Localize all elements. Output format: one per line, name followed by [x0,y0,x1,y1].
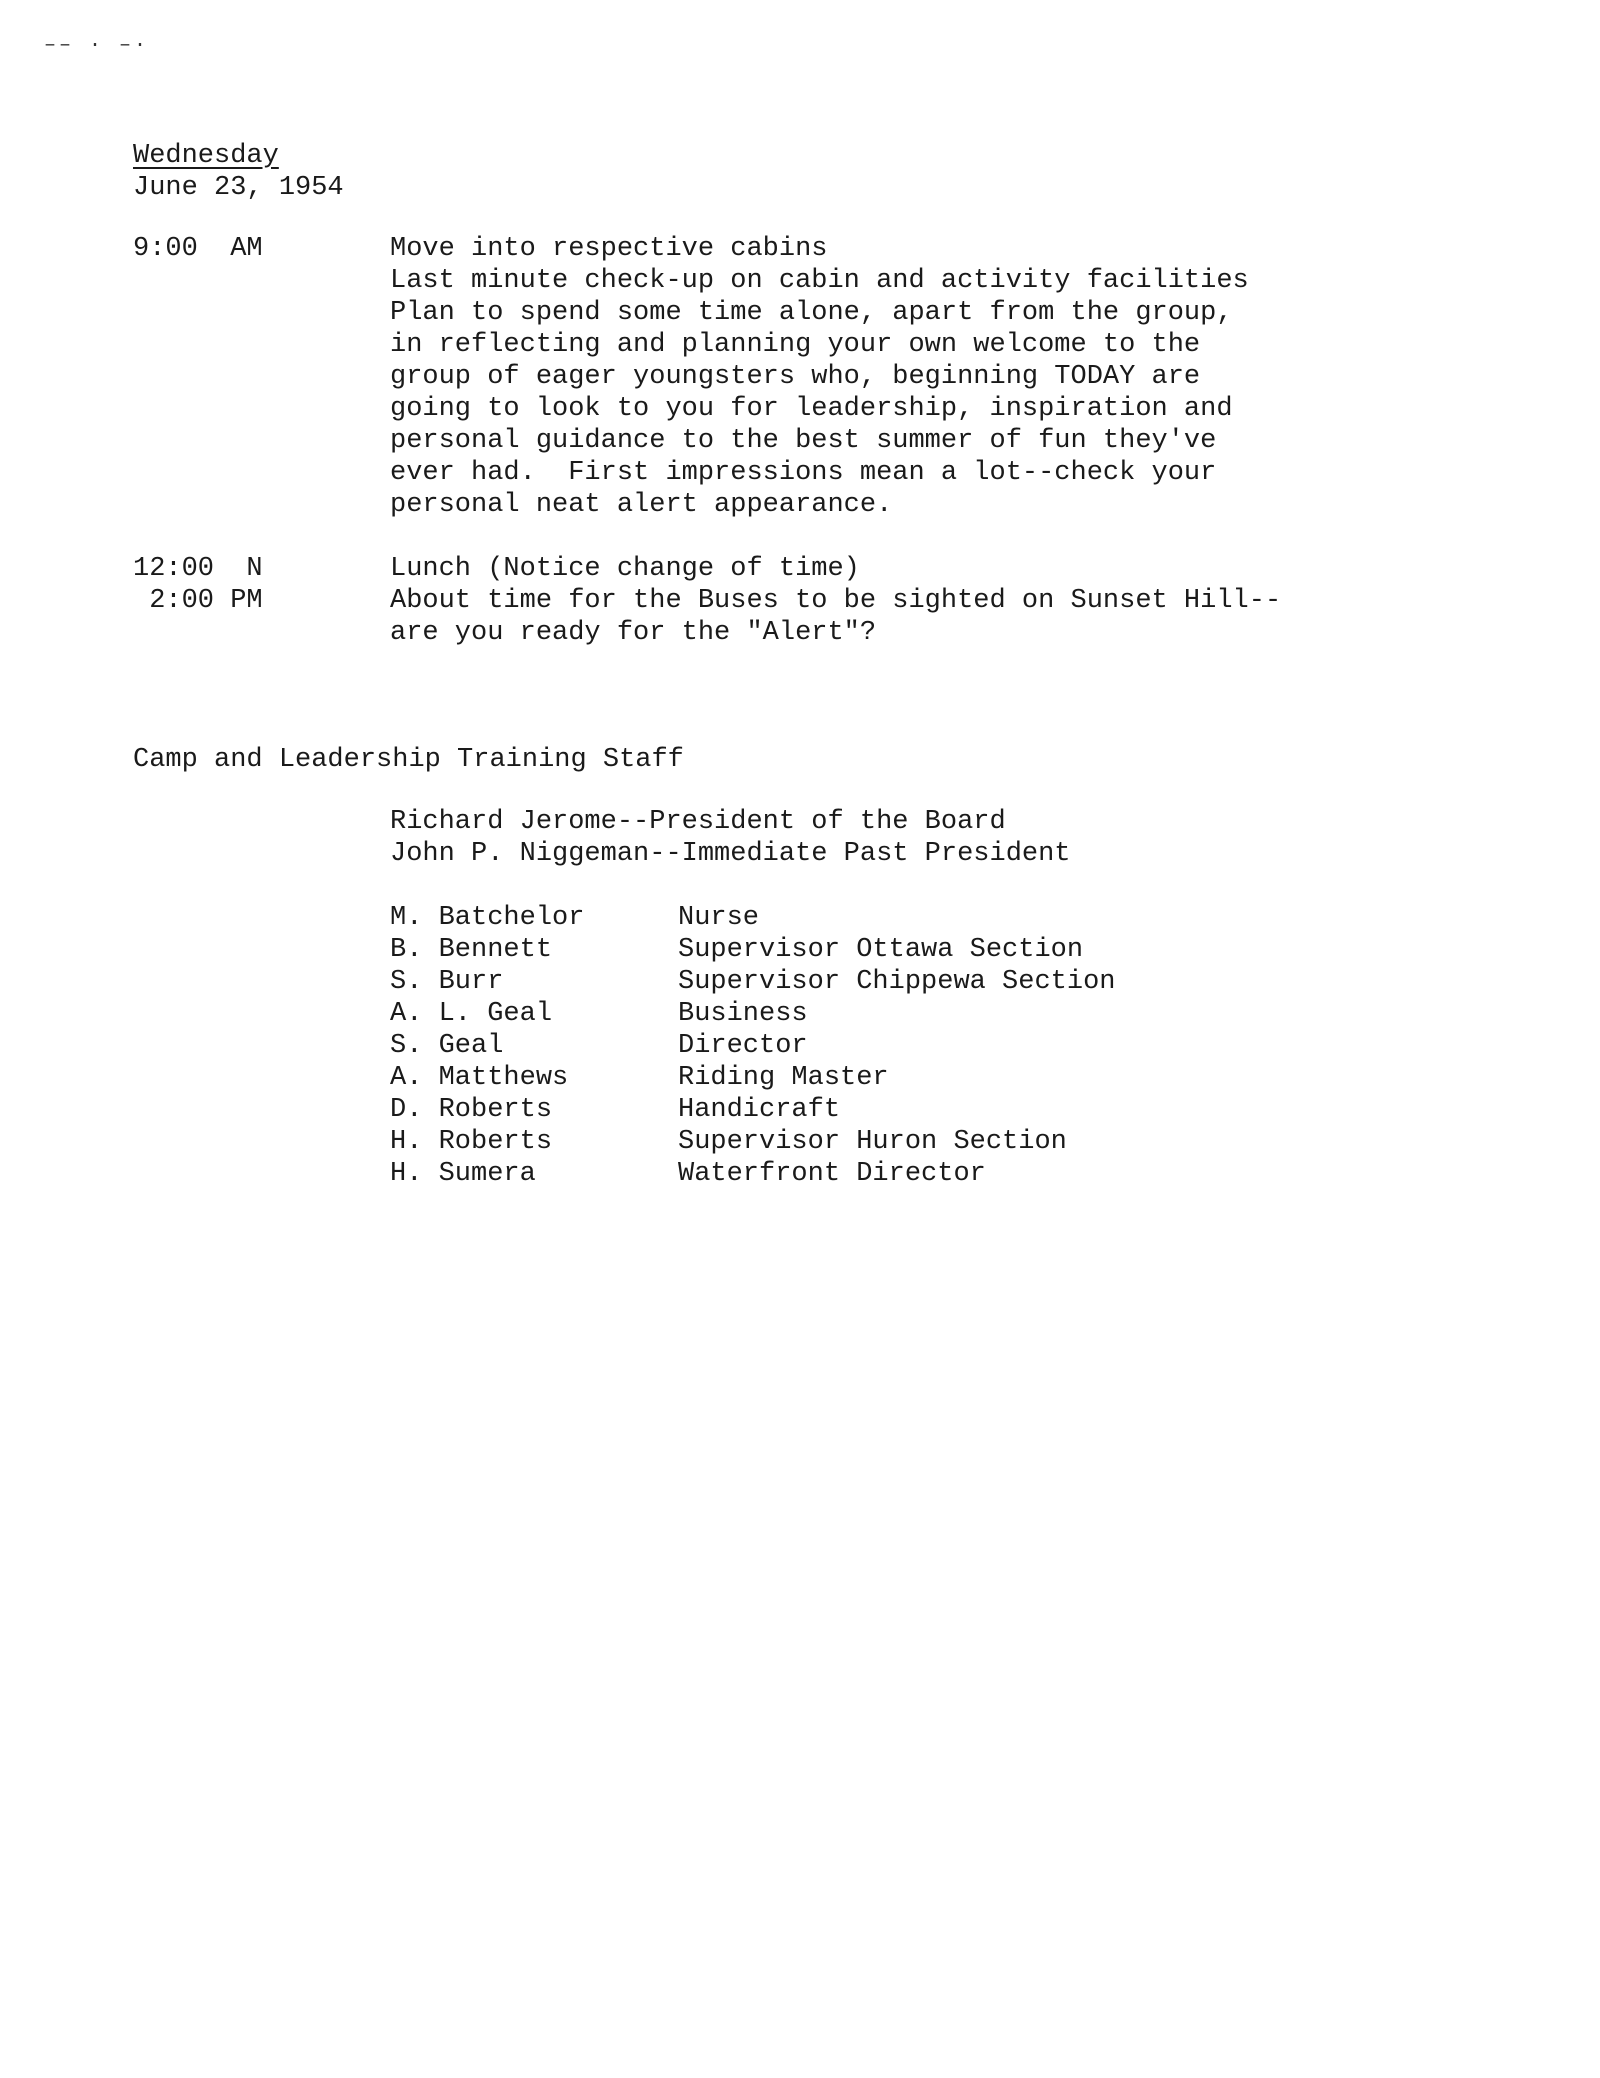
entry-time: 2:00 PM [133,586,263,616]
staff-row [390,998,1115,1030]
staff-row [390,1126,1115,1158]
staff-name: B. Bennett [390,935,553,965]
staff-role: Director [678,1031,808,1061]
staff-role: Business [678,999,808,1029]
schedule-entry [133,585,1293,649]
entry-line: Lunch (Notice change of time) [390,554,860,584]
margin-mark: –– · –· [44,34,150,57]
staff-role: Supervisor Ottawa Section [678,935,1084,965]
entry-line: About time for the Buses to be sighted on Sunset Hill-- [390,586,1282,616]
staff-row [390,1030,1115,1062]
day-heading: Wednesday [133,141,279,171]
entry-line: Last minute check-up on cabin and activity facilities [390,266,1249,296]
entry-description [390,553,1293,585]
entry-line: personal neat alert appearance. [390,490,893,520]
staff-name: S. Burr [390,967,504,997]
schedule [133,233,1293,681]
date-header [133,140,344,204]
entry-line: are you ready for the "Alert"? [390,618,877,648]
entry-line: group of eager youngsters who, beginning TODAY are [390,362,1201,392]
schedule-entry [133,553,1293,585]
entry-line: in reflecting and planning your own welcome to the [390,330,1201,360]
board-officers [390,806,1071,870]
entry-description [390,233,1293,521]
staff-role: Nurse [678,903,760,933]
date-line: June 23, 1954 [133,173,344,203]
officer-line: Richard Jerome--President of the Board [390,807,1006,837]
entry-line: going to look to you for leadership, inspiration and [390,394,1233,424]
staff-row [390,1158,1115,1190]
staff-name: H. Roberts [390,1127,553,1157]
staff-row [390,902,1115,934]
entry-line: personal guidance to the best summer of fun they've [390,426,1217,456]
entry-line: ever had. First impressions mean a lot--check your [390,458,1217,488]
staff-roster [390,902,1115,1190]
staff-name: A. Matthews [390,1063,569,1093]
entry-description [390,585,1293,649]
entry-time: 9:00 AM [133,234,263,264]
schedule-entry [133,233,1293,521]
staff-role: Supervisor Chippewa Section [678,967,1116,997]
staff-row [390,1062,1115,1094]
staff-row [390,1094,1115,1126]
staff-name: A. L. Geal [390,999,553,1029]
entry-line: Move into respective cabins [390,234,828,264]
staff-row [390,966,1115,998]
staff-role: Handicraft [678,1095,841,1125]
staff-heading: Camp and Leadership Training Staff [133,745,684,775]
staff-name: D. Roberts [390,1095,553,1125]
staff-name: H. Sumera [390,1159,536,1189]
staff-row [390,934,1115,966]
staff-name: S. Geal [390,1031,504,1061]
staff-role: Supervisor Huron Section [678,1127,1067,1157]
staff-name: M. Batchelor [390,903,585,933]
entry-line: Plan to spend some time alone, apart from the group, [390,298,1233,328]
staff-role: Riding Master [678,1063,889,1093]
staff-role: Waterfront Director [678,1159,986,1189]
entry-time: 12:00 N [133,554,263,584]
officer-line: John P. Niggeman--Immediate Past President [390,839,1071,869]
